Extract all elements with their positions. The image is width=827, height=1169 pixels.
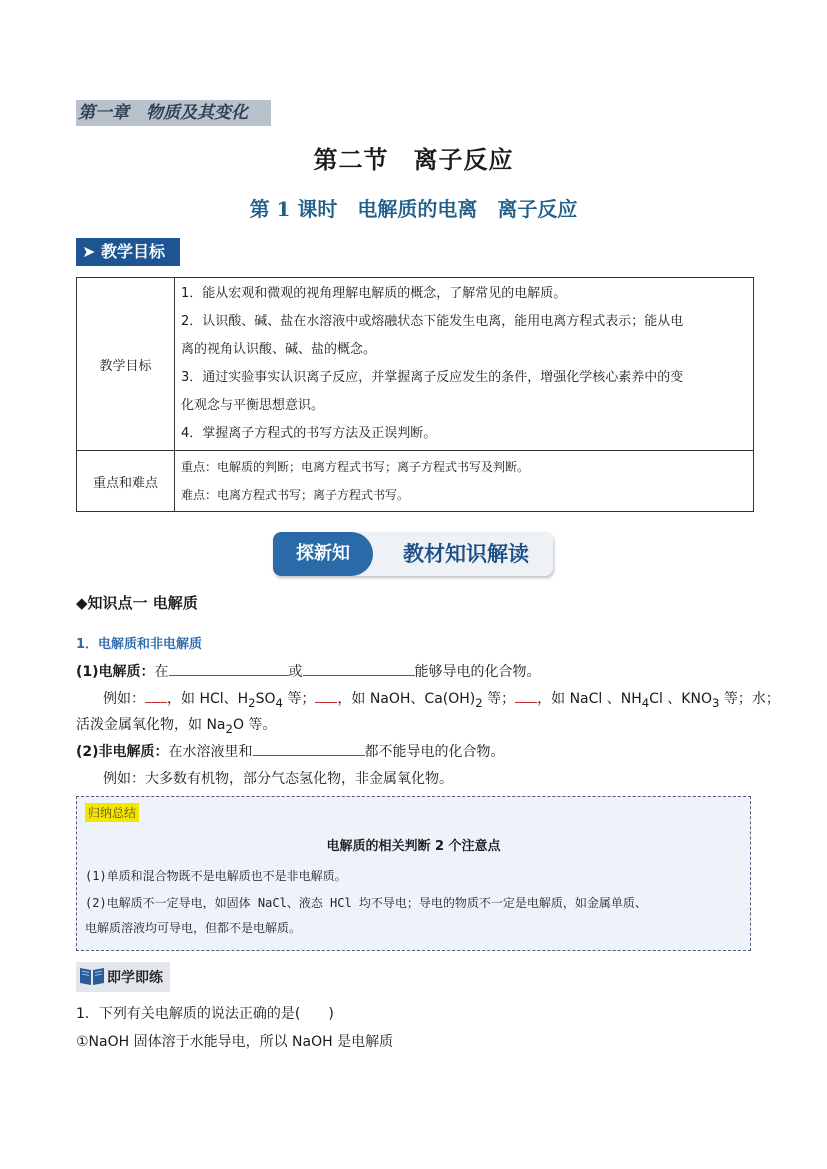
ex-a: 例如： bbox=[103, 691, 145, 707]
def1-pre: 在 bbox=[154, 664, 169, 680]
fill-blank bbox=[303, 675, 415, 676]
knowledge-point-heading: ◆知识点一 电解质 bbox=[76, 594, 198, 612]
summary-line-2b: 电解质溶液均可导电，但都不是电解质。 bbox=[85, 921, 302, 935]
fill-blank bbox=[515, 702, 537, 703]
objectives-content bbox=[175, 278, 754, 451]
def2-pre: 在水溶液里和 bbox=[168, 744, 253, 760]
fill-blank bbox=[169, 675, 289, 676]
ex-b2: SO bbox=[255, 691, 276, 707]
subheading: 1．电解质和非电解质 bbox=[76, 637, 203, 652]
chapter-heading: 第一章 物质及其变化 bbox=[76, 100, 271, 126]
def2-post: 都不能导电的化合物。 bbox=[364, 744, 505, 760]
ex-line2a: 活泼金属氧化物，如 Na bbox=[76, 717, 226, 733]
def1-label: (1)电解质： bbox=[76, 664, 155, 680]
ex-line2b: O 等。 bbox=[232, 717, 277, 733]
examples-non-electrolyte: 例如：大多数有机物，部分气态氢化物，非金属氧化物。 bbox=[103, 771, 453, 787]
ex-c2: 等； bbox=[482, 691, 516, 707]
fill-blank bbox=[315, 702, 337, 703]
question-1: 1．下列有关电解质的说法正确的是( ) bbox=[76, 1006, 334, 1022]
def2-label: (2)非电解质： bbox=[76, 744, 169, 760]
ex-d: ，如 NaCl 、NH bbox=[537, 691, 642, 707]
definition-electrolyte bbox=[76, 662, 541, 682]
table-row bbox=[77, 451, 754, 512]
section-banner bbox=[273, 532, 553, 576]
goal-4: 4．掌握离子方程式的书写方法及正误判断。 bbox=[181, 426, 437, 441]
fill-blank bbox=[145, 702, 167, 703]
lesson-title: 第 1 课时 电解质的电离 离子反应 bbox=[249, 197, 578, 221]
difficult-points: 难点：电离方程式书写；离子方程式书写。 bbox=[181, 488, 410, 502]
ex-c: ，如 NaOH、Ca(OH) bbox=[337, 691, 476, 707]
ex-d2: Cl 、KNO bbox=[649, 691, 712, 707]
banner-left: 探新知 bbox=[273, 532, 373, 576]
ex-sub: 3 bbox=[711, 695, 720, 710]
book-icon bbox=[78, 965, 106, 991]
key-difficult-label: 重点和难点 bbox=[77, 451, 175, 512]
goal-1: 1．能从宏观和微观的视角理解电解质的概念，了解常见的电解质。 bbox=[181, 286, 567, 301]
ex-sub: 4 bbox=[275, 695, 283, 710]
goal-3b: 化观念与平衡思想意识。 bbox=[181, 398, 325, 413]
examples-line-2 bbox=[76, 715, 276, 739]
key-points: 重点：电解质的判断；电离方程式书写；离子方程式书写及判断。 bbox=[181, 460, 530, 474]
ex-b: ，如 HCl、H bbox=[167, 691, 249, 707]
fill-blank bbox=[253, 755, 365, 756]
examples-line-1 bbox=[103, 689, 780, 713]
banner-right: 教材知识解读 bbox=[403, 542, 529, 566]
goal-3a: 3．通过实验事实认识离子反应，并掌握离子反应发生的条件，增强化学核心素养中的变 bbox=[181, 370, 684, 385]
ex-sub: 2 bbox=[248, 695, 256, 710]
summary-title: 电解质的相关判断 2 个注意点 bbox=[326, 839, 501, 854]
key-difficult-content bbox=[175, 451, 754, 512]
ex-d3: 等；水； bbox=[719, 691, 780, 707]
ex-b3: 等； bbox=[282, 691, 316, 707]
practice-heading bbox=[76, 962, 170, 992]
table-row bbox=[77, 278, 754, 451]
objectives-badge: ➤ 教学目标 bbox=[76, 238, 180, 266]
ex-sub: 4 bbox=[641, 695, 650, 710]
objectives-table bbox=[76, 277, 754, 512]
ex-sub: 2 bbox=[225, 721, 233, 736]
def1-mid: 或 bbox=[288, 664, 303, 680]
summary-line-1: (1)单质和混合物既不是电解质也不是非电解质。 bbox=[85, 869, 347, 883]
summary-line-2a: (2)电解质不一定导电，如固体 NaCl、液态 HCl 均不导电；导电的物质不一定是电解质，如金属单质、 bbox=[85, 896, 647, 910]
definition-non-electrolyte bbox=[76, 742, 505, 762]
summary-box bbox=[76, 796, 751, 951]
objectives-label: 教学目标 bbox=[77, 278, 175, 451]
def1-post: 能够导电的化合物。 bbox=[414, 664, 541, 680]
practice-label: 即学即练 bbox=[107, 970, 163, 986]
goal-2b: 离的视角认识酸、碱、盐的概念。 bbox=[181, 342, 377, 357]
goal-2a: 2．认识酸、碱、盐在水溶液中或熔融状态下能发生电离，能用电离方程式表示；能从电 bbox=[181, 314, 684, 329]
summary-tag: 归纳总结 bbox=[85, 803, 139, 822]
question-1-option-1: ①NaOH 固体溶于水能导电，所以 NaOH 是电解质 bbox=[76, 1034, 394, 1050]
ex-sub: 2 bbox=[475, 695, 483, 710]
section-title: 第二节 离子反应 bbox=[313, 146, 514, 174]
